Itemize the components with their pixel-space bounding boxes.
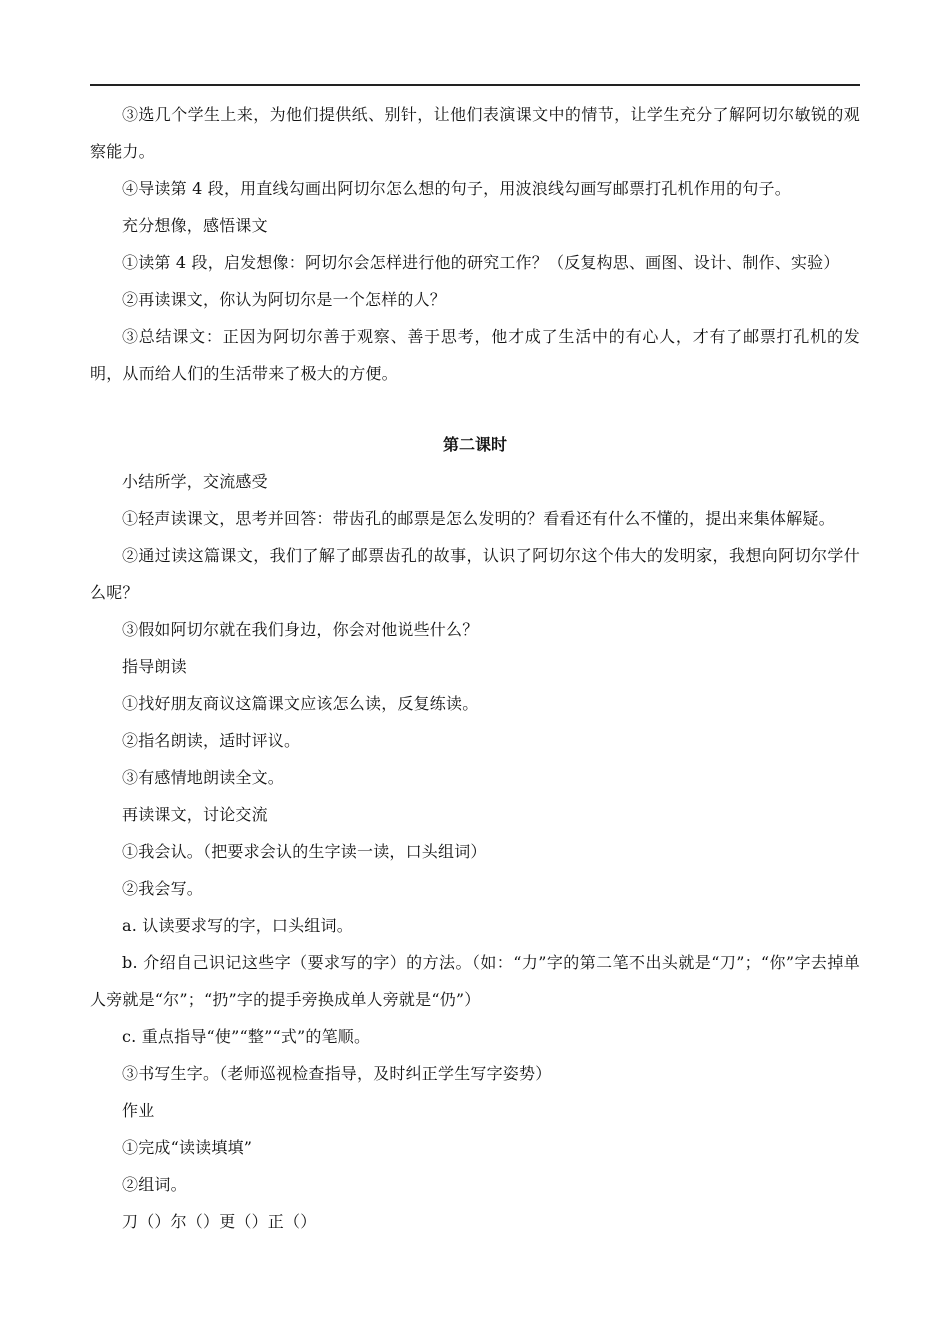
section-gap xyxy=(90,392,860,426)
paragraph: ③假如阿切尔就在我们身边，你会对他说些什么？ xyxy=(122,620,479,639)
paragraph: 指导朗读 xyxy=(122,657,187,676)
paragraph: ②组词。 xyxy=(122,1175,187,1194)
paragraph: ③选几个学生上来，为他们提供纸、别针，让他们表演课文中的情节，让学生充分了解阿切尔敏锐的观察能力。 xyxy=(90,105,860,161)
header-rule xyxy=(90,84,860,86)
paragraph: ①我会认。（把要求会认的生字读一读，口头组词） xyxy=(122,842,487,861)
paragraph: a. 认读要求写的字，口头组词。 xyxy=(122,916,353,935)
paragraph: ②我会写。 xyxy=(122,879,204,898)
paragraph: ①轻声读课文，思考并回答：带齿孔的邮票是怎么发明的？看看还有什么不懂的，提出来集体解疑。 xyxy=(122,509,835,528)
paragraph: 作业 xyxy=(122,1101,155,1120)
paragraph: 刀（）尔（）更（）正（） xyxy=(122,1212,317,1231)
paragraph: ④导读第 4 段，用直线勾画出阿切尔怎么想的句子，用波浪线勾画写邮票打孔机作用的句子。 xyxy=(122,179,791,198)
paragraph: b. 介绍自己识记这些字（要求写的字）的方法。（如：“力”字的第二笔不出头就是“刀”；“你”字去掉单人旁就是“尔”；“扔”字的提手旁换成单人旁就是“仍”） xyxy=(90,953,860,1009)
paragraph: c. 重点指导“使”“整”“式”的笔顺。 xyxy=(122,1027,371,1046)
paragraph: ①完成“读读填填” xyxy=(122,1138,253,1157)
paragraph: 小结所学，交流感受 xyxy=(122,472,268,491)
document-body xyxy=(90,96,860,1240)
paragraph: ③有感情地朗读全文。 xyxy=(122,768,285,787)
paragraph: ③总结课文：正因为阿切尔善于观察、善于思考，他才成了生活中的有心人，才有了邮票打孔机的发明，从而给人们的生活带来了极大的方便。 xyxy=(90,327,860,383)
paragraph: ③书写生字。（老师巡视检查指导，及时纠正学生写字姿势） xyxy=(122,1064,552,1083)
paragraph: ②再读课文，你认为阿切尔是一个怎样的人？ xyxy=(122,290,447,309)
paragraph: ②指名朗读，适时评议。 xyxy=(122,731,301,750)
paragraph: 再读课文，讨论交流 xyxy=(122,805,268,824)
paragraph: ①读第 4 段，启发想像：阿切尔会怎样进行他的研究工作？（反复构思、画图、设计、制作、实验） xyxy=(122,253,840,272)
paragraph: 充分想像，感悟课文 xyxy=(122,216,268,235)
paragraph: ②通过读这篇课文，我们了解了邮票齿孔的故事，认识了阿切尔这个伟大的发明家，我想向阿切尔学什么呢？ xyxy=(90,546,860,602)
paragraph: ①找好朋友商议这篇课文应该怎么读，反复练读。 xyxy=(122,694,479,713)
section-title: 第二课时 xyxy=(442,435,507,454)
